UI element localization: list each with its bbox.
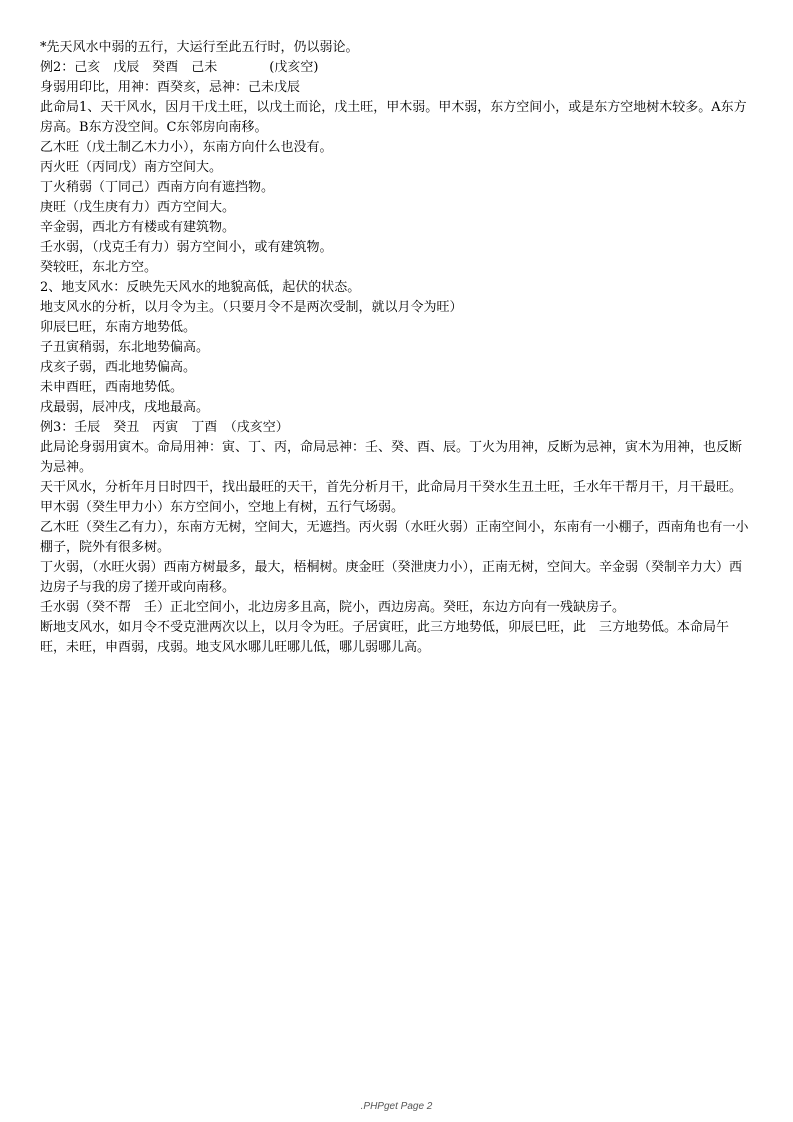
text-line: 丙火旺（丙同戊）南方空间大。 — [40, 160, 223, 175]
text-line: 癸较旺，东北方空。 — [40, 260, 158, 275]
text-line: 戌亥子弱，西北地势偏高。 — [40, 360, 197, 375]
text-line: 辛金弱，西北方有楼或有建筑物。 — [40, 220, 236, 235]
text-line: 庚旺（戊生庚有力）西方空间大。 — [40, 200, 236, 215]
text-line: 卯辰巳旺，东南方地势低。 — [40, 320, 197, 335]
text-line: 天干风水，分析年月日时四干，找出最旺的天干，首先分析月干，此命局月干癸水生丑土旺，壬水年干帮月干，月干最旺。甲木弱（癸生甲力小）东方空间小，空地上有树，五行气场弱。 — [40, 480, 743, 515]
section-heading: 2、地支风水：反映先天风水的地貌高低，起伏的状态。 — [40, 280, 361, 295]
text-line: 身弱用印比，用神：酉癸亥，忌神：己未戊辰 — [40, 80, 301, 95]
text-line: 例2：己亥 戊辰 癸酉 己未 (戊亥空) — [40, 60, 319, 75]
page-footer: .PHPget Page 2 — [360, 1101, 433, 1112]
text-line: 丁火弱，（水旺火弱）西南方树最多，最大，梧桐树。庚金旺（癸泄庚力小），正南无树，空间大。辛金弱（癸制辛力大）西边房子与我的房了搓开或向南移。 — [40, 560, 743, 595]
text-line: 此命局1、天干风水，因月干戊土旺，以戊土而论，戊土旺，甲木弱。甲木弱，东方空间小，或是东方空地树木较多。A东方房高。B东方没空间。C东邻房向南移。 — [40, 100, 747, 135]
text-line: 断地支风水，如月令不受克泄两次以上，以月令为旺。子居寅旺，此三方地势低，卯辰巳旺，此 三方地势低。本命局午旺，未旺，申酉弱，戌弱。地支风水哪儿旺哪儿低，哪儿弱哪儿高。 — [40, 620, 730, 655]
text-line: 壬水弱（癸不帮 壬）正北空间小，北边房多且高，院小，西边房高。癸旺，东边方向有一残缺房子。 — [40, 600, 626, 615]
text-line: 戌最弱，辰冲戌，戌地最高。 — [40, 400, 210, 415]
text-line: 乙木旺（戊土制乙木力小），东南方向什么也没有。 — [40, 140, 333, 155]
text-line: 地支风水的分析，以月令为主。（只要月令不是两次受制，就以月令为旺） — [40, 300, 463, 315]
text-line: 乙木旺（癸生乙有力），东南方无树，空间大，无遮挡。丙火弱（水旺火弱）正南空间小，东南有一小棚子，西南角也有一小棚子，院外有很多树。 — [40, 520, 749, 555]
text-line: 丁火稍弱（丁同己）西南方向有遮挡物。 — [40, 180, 275, 195]
document-body — [40, 38, 752, 658]
example-heading: 例3：壬辰 癸丑 丙寅 丁酉 （戌亥空） — [40, 420, 289, 435]
text-line: 子丑寅稍弱，东北地势偏高。 — [40, 340, 210, 355]
text-line: *先天风水中弱的五行，大运行至此五行时，仍以弱论。 — [40, 40, 359, 55]
text-line: 此局论身弱用寅木。命局用神：寅、丁、丙，命局忌神：壬、癸、酉、辰。丁火为用神，反断为忌神，寅木为用神，也反断为忌神。 — [40, 440, 743, 475]
text-line: 未申酉旺，西南地势低。 — [40, 380, 184, 395]
text-line: 壬水弱，（戊克壬有力）弱方空间小，或有建筑物。 — [40, 240, 333, 255]
